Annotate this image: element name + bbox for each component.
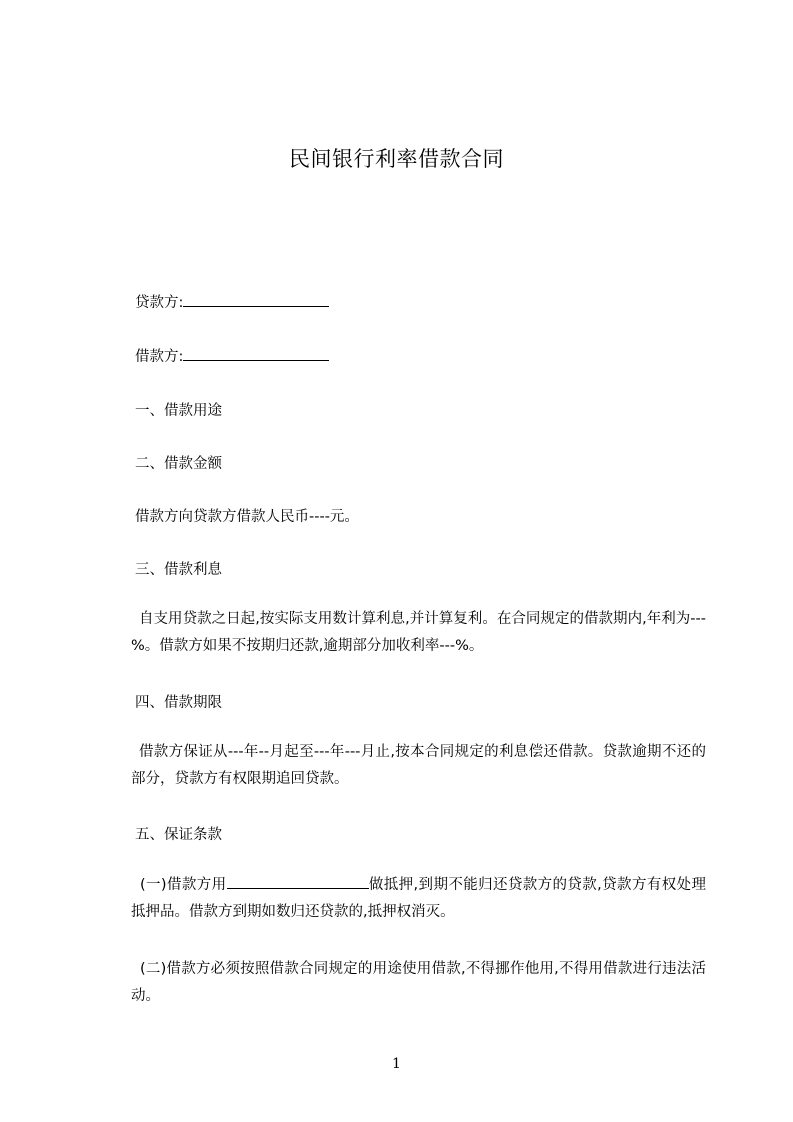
- clause1-before: (一)借款方用: [140, 877, 227, 893]
- clause1-after: 做抵押,到期不能归还贷款方的贷款,贷款方有权处理抵押品。借款方到期如数归还贷款的,抵押权消灭。: [131, 877, 706, 920]
- section4-text: 借款方保证从---年--月起至---年---月止,按本合同规定的利息偿还借款。贷款逾期不还的部分，贷款方有权限期追回贷款。: [131, 744, 706, 787]
- page-number: 1: [392, 1056, 401, 1072]
- section5-heading: 五、保证条款: [135, 827, 222, 843]
- section2-heading: 二、借款金额: [135, 456, 222, 472]
- borrower-line: [135, 345, 329, 366]
- section3-heading: 三、借款利息: [135, 562, 222, 578]
- lender-line: [135, 291, 329, 312]
- lender-blank[interactable]: [183, 292, 329, 307]
- document-title: 民间银行利率借款合同: [289, 147, 504, 171]
- section3-text: 自支用贷款之日起,按实际支用数计算利息,并计算复利。在合同规定的借款期内,年利为---%。借款方如果不按期归还款,逾期部分加收利率---%。: [131, 611, 706, 654]
- section2-text: 借款方向贷款方借款人民币----元。: [135, 509, 359, 525]
- borrower-blank[interactable]: [183, 346, 329, 361]
- clause2-text: (二)借款方必须按照借款合同规定的用途使用借款,不得挪作他用,不得用借款进行违法活动。: [131, 961, 706, 1004]
- section1-heading: 一、借款用途: [135, 403, 222, 419]
- section4-heading: 四、借款期限: [135, 695, 222, 711]
- collateral-blank[interactable]: [227, 874, 369, 889]
- lender-label: 贷款方:: [135, 295, 184, 311]
- borrower-label: 借款方:: [135, 349, 184, 365]
- clause1-text: [131, 872, 706, 926]
